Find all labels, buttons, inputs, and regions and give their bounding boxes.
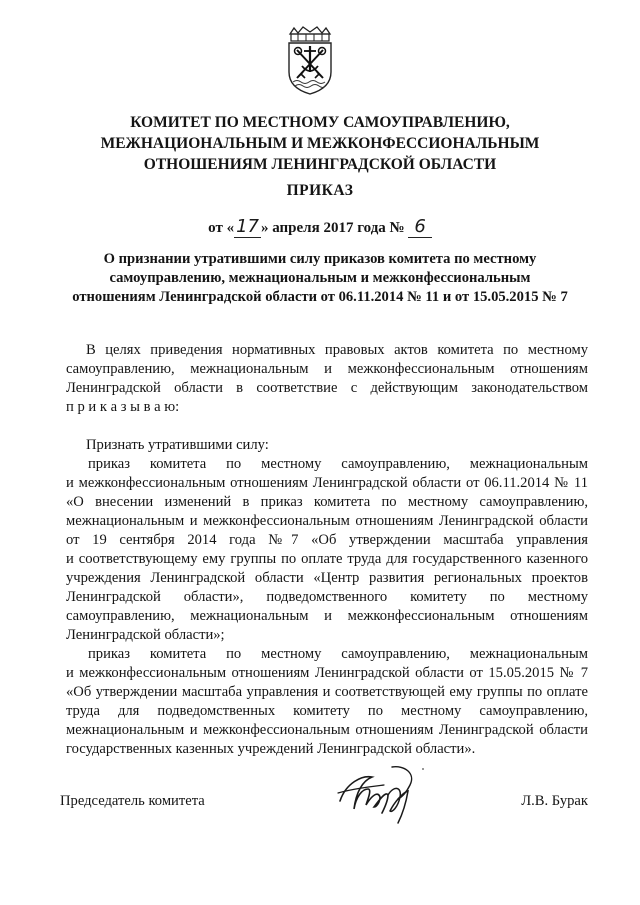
document-body bbox=[66, 341, 588, 759]
body-spacer bbox=[66, 417, 588, 436]
signer-name: Л.В. Бурак bbox=[521, 793, 588, 809]
body-line: от 19 сентября 2014 года №7 «Об утверждении масштаба управления bbox=[66, 532, 588, 548]
title-line: О признании утратившими силу приказов комитета по местному bbox=[103, 251, 537, 267]
order-date-line bbox=[0, 216, 640, 238]
order-number-handwritten: 6 bbox=[408, 216, 431, 238]
body-line: Признать утратившими силу: bbox=[86, 437, 269, 453]
body-line: Ленинградской области в соответствие с действующим законодательством bbox=[66, 380, 588, 396]
body-line: «О внесении изменений в приказ комитета по местному самоуправлению, bbox=[66, 494, 588, 510]
org-line: МЕЖНАЦИОНАЛЬНЫМ И МЕЖКОНФЕССИОНАЛЬНЫМ bbox=[100, 135, 540, 152]
date-middle: » апреля 2017 года № bbox=[260, 220, 405, 236]
body-line: государственных казенных учреждений Ленинградской области». bbox=[66, 741, 476, 757]
body-line: и соответствующему ему группы по оплате труда для государственного казенного bbox=[66, 551, 588, 567]
body-line: межнациональным и межконфессиональным отношениям Ленинградской области bbox=[66, 722, 588, 738]
body-line: и межконфессиональным отношениям Ленинградской области от 15.05.2015 № 7 bbox=[66, 665, 588, 681]
title-line: самоуправлению, межнациональным и межконфессиональным bbox=[109, 270, 531, 286]
handwritten-signature-icon bbox=[332, 763, 452, 827]
date-day-handwritten: 17 bbox=[236, 216, 259, 237]
signer-role: Председатель комитета bbox=[60, 793, 205, 809]
body-line: труда для подведомственных комитету по местному самоуправлению, bbox=[66, 703, 588, 719]
document-type: ПРИКАЗ bbox=[286, 182, 354, 199]
org-line: КОМИТЕТ ПО МЕСТНОМУ САМОУПРАВЛЕНИЮ, bbox=[130, 114, 510, 131]
body-line: самоуправлению, межнациональным и межконфессиональным отношениям bbox=[66, 608, 588, 624]
body-line: п р и к а з ы в а ю: bbox=[66, 399, 180, 415]
body-line: В целях приведения нормативных правовых актов комитета по местному bbox=[86, 342, 588, 358]
body-line: Ленинградской области», подведомственного комитету по местному bbox=[66, 589, 588, 605]
body-line: приказ комитета по местному самоуправлению, межнациональным bbox=[88, 646, 588, 662]
body-line: приказ комитета по местному самоуправлению, межнациональным bbox=[88, 456, 588, 472]
document-title bbox=[70, 250, 570, 307]
title-line: отношениям Ленинградской области от 06.11.2014 № 11 и от 15.05.2015 № 7 bbox=[72, 289, 568, 305]
body-line: Ленинградской области»; bbox=[66, 627, 225, 643]
body-line: «Об утверждении масштаба управления и соответствующей ему группы по оплате bbox=[66, 684, 588, 700]
body-line: и межконфессиональным отношениям Ленинградской области от 06.11.2014 № 11 bbox=[66, 475, 588, 491]
organization-name bbox=[60, 112, 580, 175]
date-prefix: от « bbox=[208, 220, 235, 236]
org-line: ОТНОШЕНИЯМ ЛЕНИНГРАДСКОЙ ОБЛАСТИ bbox=[143, 156, 497, 173]
body-line: самоуправлению, межнациональным и межконфессиональным отношениям bbox=[66, 361, 588, 377]
coat-of-arms-icon bbox=[284, 26, 336, 96]
body-line: учреждения Ленинградской области «Центр развития региональных проектов bbox=[66, 570, 588, 586]
signature-block bbox=[60, 793, 588, 813]
body-line: межнациональным и межконфессиональным отношениям Ленинградской области bbox=[66, 513, 588, 529]
